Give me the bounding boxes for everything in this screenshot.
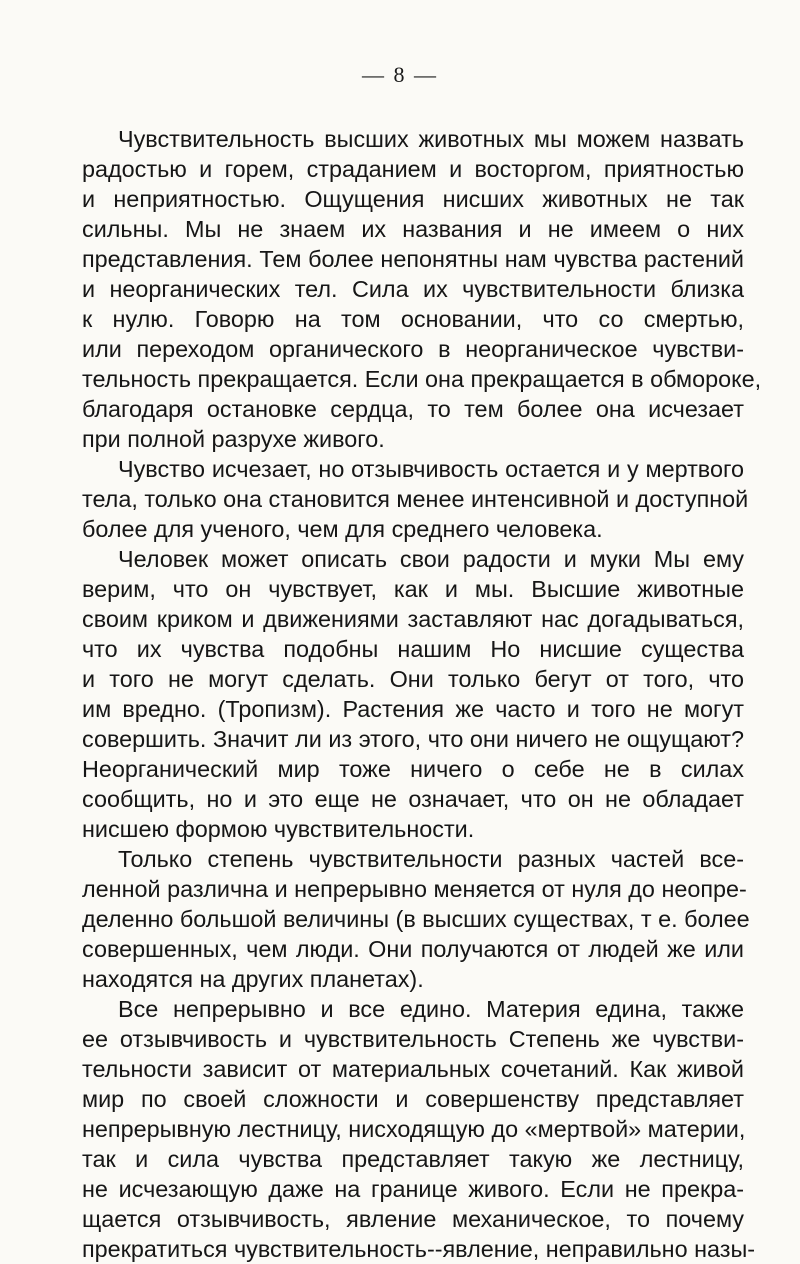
text-line: Только степень чувствительности разных частей все- [118, 846, 744, 872]
text-line: тельность прекращается. Если она прекращается в обмороке, [82, 366, 762, 392]
body-text [82, 124, 762, 1264]
text-line: или переходом органического в неорганическое чувстви- [82, 336, 744, 362]
page-number: — 8 — [362, 62, 438, 87]
text-line: ее отзывчивость и чувствительность Степень же чувстви- [82, 1026, 744, 1052]
text-line: и неприятностью. Ощущения нисших животных не так [82, 186, 744, 212]
text-line: благодаря остановке сердца, то тем более она исчезает [82, 396, 744, 422]
text-line: так и сила чувства представляет такую же лестницу, [82, 1146, 744, 1172]
text-line: Человек может описать свои радости и муки Мы ему [118, 546, 744, 572]
text-line: деленно большой величины (в высших существах, т е. более [82, 906, 750, 932]
text-line: Все непрерывно и все едино. Материя едина, также [118, 996, 744, 1022]
text-line: верим, что он чувствует, как и мы. Высшие животные [82, 576, 744, 602]
text-line: ленной различна и непрерывно меняется от нуля до неопре- [82, 876, 747, 902]
paragraph [82, 454, 749, 544]
text-line: нисшею формою чувствительности. [82, 816, 475, 842]
text-line: представления. Тем более непонятны нам чувства растений [82, 246, 744, 272]
text-line: при полной разрухе живого. [82, 426, 385, 452]
text-line: к нулю. Говорю на том основании, что со смертью, [82, 306, 744, 332]
text-line: тела, только она становится менее интенсивной и доступной [82, 486, 749, 512]
paragraph [82, 124, 762, 454]
text-line: тельности зависит от материальных сочетаний. Как живой [82, 1056, 744, 1082]
text-line: находятся на других планетах). [82, 966, 424, 992]
text-line: мир по своей сложности и совершенству представляет [82, 1086, 744, 1112]
text-line: и того не могут сделать. Они только бегут от того, что [82, 666, 744, 692]
text-line: совершенных, чем люди. Они получаются от людей же или [82, 936, 744, 962]
text-line: щается отзывчивость, явление механическое, то почему [82, 1206, 744, 1232]
text-line: не исчезающую даже на границе живого. Если не прекра- [82, 1176, 744, 1202]
text-line: что их чувства подобны нашим Но нисшие существа [82, 636, 744, 662]
text-line: сильны. Мы не знаем их названия и не имеем о них [82, 216, 744, 242]
paragraph [82, 544, 744, 844]
text-line: прекратиться чувствительность--явление, неправильно назы- [82, 1236, 756, 1262]
text-line: им вредно. (Тропизм). Растения же часто и того не могут [82, 696, 744, 722]
text-line: совершить. Значит ли из этого, что они ничего не ощущают? [82, 726, 744, 752]
text-line: сообщить, но и это еще не означает, что он не обладает [82, 786, 744, 812]
text-line: Неорганический мир тоже ничего о себе не в силах [82, 756, 744, 782]
text-line: Чувствительность высших животных мы можем назвать [118, 126, 744, 152]
text-line: и неорганических тел. Сила их чувствительности близка [82, 276, 744, 302]
text-line: своим криком и движениями заставляют нас догадываться, [82, 606, 744, 632]
text-line: радостью и горем, страданием и восторгом, приятностью [82, 156, 744, 182]
paragraph [82, 994, 756, 1264]
text-line: непрерывную лестницу, нисходящую до «мертвой» материи, [82, 1116, 746, 1142]
text-line: более для ученого, чем для среднего человека. [82, 516, 603, 542]
paragraph [82, 844, 750, 994]
text-line: Чувство исчезает, но отзывчивость остается и у мертвого [118, 456, 744, 482]
